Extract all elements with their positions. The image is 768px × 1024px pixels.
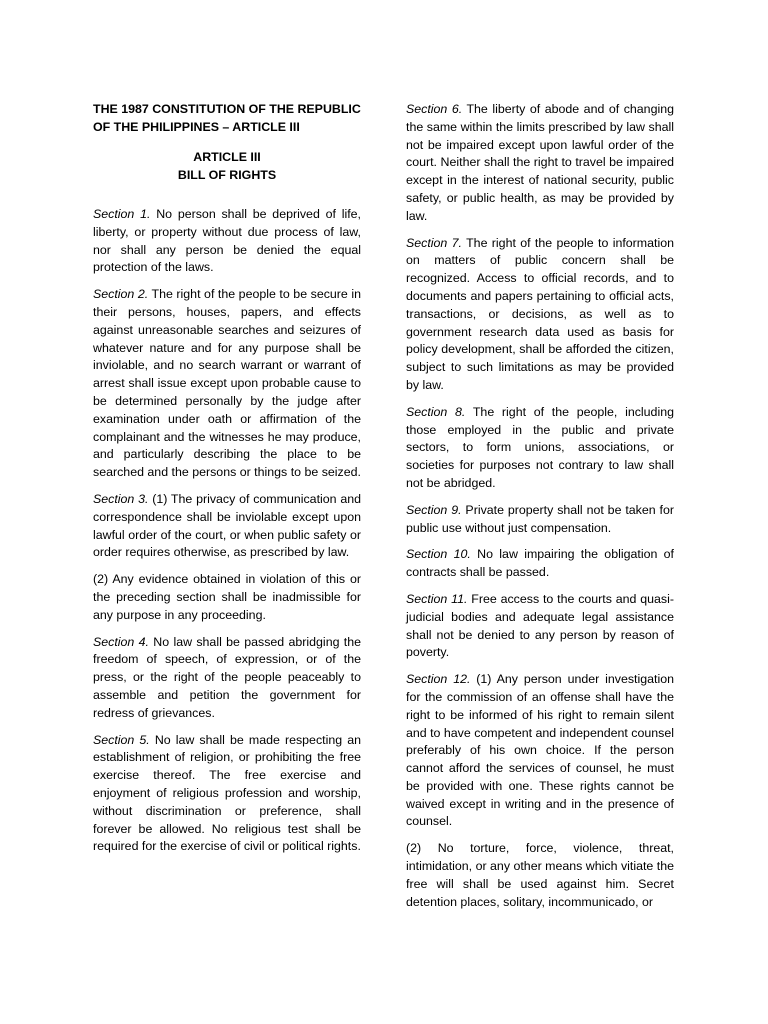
section-12-paragraph (406, 671, 674, 831)
section-1-paragraph (93, 206, 361, 277)
section-text: The liberty of abode and of changing the same within the limits prescribed by law shall not be impaired except upon lawful order of the court. Neither shall the right to travel be impaired except in the interest of national security, public safety, or public health, as may be provided by law. (406, 102, 674, 223)
section-label: Section 8. (406, 404, 466, 419)
section-label: Section 12. (406, 672, 471, 687)
article-number: ARTICLE III (193, 150, 261, 164)
section-12-2-paragraph (406, 840, 674, 911)
section-text: (1) Any person under investigation for the commission of an offense shall have the right to be informed of his right to remain silent and to have competent and independent counsel preferably of his own choice. If the person cannot afford the services of counsel, he must be provided with one. These rights cannot be waived except in writing and in the presence of counsel. (406, 672, 674, 829)
section-label: Section 3. (93, 491, 149, 506)
section-text: (2) No torture, force, violence, threat, intimidation, or any other means which vitiate the free will shall be used against him. Secret detention places, solitary, incommunicado, or (406, 841, 674, 909)
document-title: THE 1987 CONSTITUTION OF THE REPUBLIC OF THE PHILIPPINES – ARTICLE III (93, 102, 361, 134)
section-text: No law shall be passed abridging the freedom of speech, of expression, or of the press, or the right of the people peaceably to assemble and petition the government for redress of grievances. (93, 634, 362, 720)
section-text: Private property shall not be taken for public use without just compensation. (406, 502, 674, 535)
section-text: (1) The privacy of communication and correspondence shall be inviolable except upon lawful order of the court, or when public safety or order requires otherwise, as prescribed by law. (93, 491, 361, 560)
section-6-paragraph (406, 101, 674, 226)
section-5-paragraph (93, 732, 361, 857)
section-text: The right of the people to information on matters of public concern shall be recognized. Access to official records, and to documents and papers pertaining to official acts, transactions, or decisions, as well as to government research data used as basis for policy development, shall be afforded the citizen, subject to such limitations as may be provided by law. (406, 235, 674, 392)
section-label: Section 9. (406, 502, 462, 517)
article-name: BILL OF RIGHTS (177, 167, 277, 182)
section-11-paragraph (406, 591, 674, 662)
section-label: Section 5. (93, 732, 150, 747)
section-label: Section 6. (406, 102, 463, 116)
section-4-paragraph (93, 634, 361, 723)
section-label: Section 4. (93, 634, 149, 649)
section-label: Section 7. (406, 235, 462, 250)
section-8-paragraph (406, 404, 674, 493)
article-heading (93, 149, 361, 184)
left-column (93, 101, 361, 865)
section-text: Free access to the courts and quasi-judicial bodies and adequate legal assistance shall not be denied to any person by reason of poverty. (406, 591, 675, 660)
section-text: The right of the people, including those employed in the public and private sectors, to form unions, associations, or societies for purposes not contrary to law shall not be abridged. (406, 404, 674, 490)
section-10-paragraph (406, 546, 674, 582)
right-column (406, 101, 674, 920)
section-9-paragraph (406, 502, 674, 538)
section-label: Section 1. (93, 207, 151, 221)
section-text: The right of the people to be secure in their persons, houses, papers, and effects against unreasonable searches and seizures of whatever nature and for any purpose shall be inviolable, and no search warrant or warrant of arrest shall issue except upon probable cause to be determined personally by the judge after examination under oath or affirmation of the complainant and the witnesses he may produce, and particularly describing the place to be searched and the persons or things to be seized. (93, 287, 361, 480)
section-label: Section 10. (406, 547, 471, 562)
section-2-paragraph (93, 286, 361, 482)
section-text: (2) Any evidence obtained in violation of this or the preceding section shall be inadmissible for any purpose in any proceeding. (93, 572, 361, 622)
section-3-paragraph (93, 491, 361, 562)
section-text: No law shall be made respecting an establishment of religion, or prohibiting the free exercise thereof. The free exercise and enjoyment of religious profession and worship, without discrimination or preference, shall forever be allowed. No religious test shall be required for the exercise of civil or political rights. (93, 732, 361, 854)
section-text: No law impairing the obligation of contracts shall be passed. (406, 547, 674, 580)
section-label: Section 11. (406, 591, 468, 606)
section-7-paragraph (406, 235, 674, 395)
section-text: No person shall be deprived of life, liberty, or property without due process of law, nor shall any person be denied the equal protection of the laws. (93, 207, 361, 275)
section-label: Section 2. (93, 287, 149, 302)
section-3-2-paragraph (93, 571, 361, 624)
